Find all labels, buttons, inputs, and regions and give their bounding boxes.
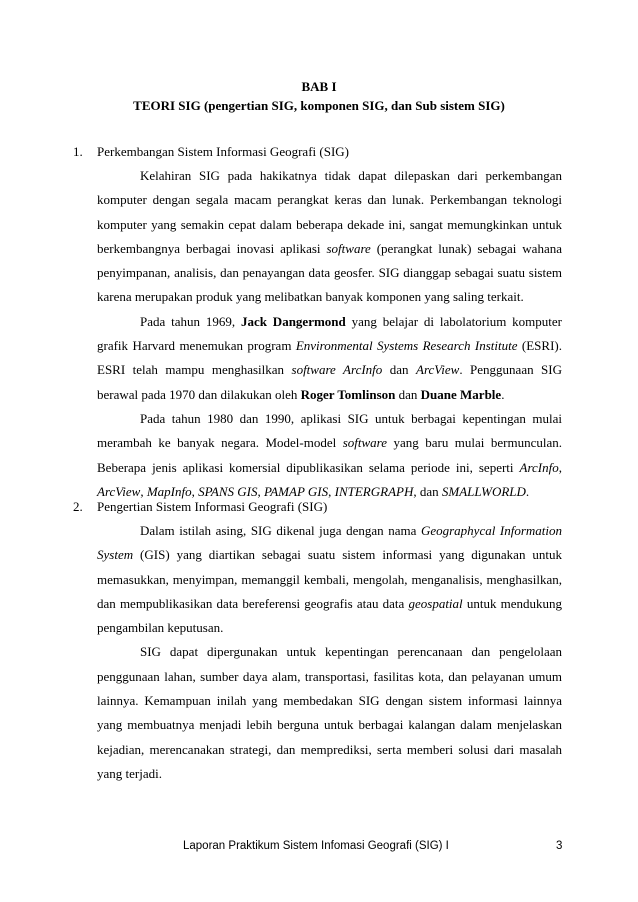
chapter-title: TEORI SIG (pengertian SIG, komponen SIG, dan Sub sistem SIG) [133, 98, 505, 113]
text-run: , [328, 483, 335, 499]
section-1-heading [73, 144, 562, 160]
italic-term: software [326, 240, 371, 256]
text-run: Dalam istilah asing, SIG dikenal juga dengan nama [140, 523, 421, 538]
text-run: , [191, 483, 199, 499]
italic-term: Environmental Systems Research Institute [295, 338, 518, 354]
italic-term: geospatial [408, 595, 463, 611]
text-run: . [525, 483, 530, 499]
italic-term: software ArcInfo [291, 362, 383, 378]
section-2-paragraph-1 [73, 519, 562, 640]
text-run: dan [395, 386, 421, 402]
text-run: untuk mendukung pengambilan keputusan. [97, 595, 562, 636]
italic-term: SPANS GIS [198, 483, 258, 499]
text-run: , [558, 459, 562, 475]
section-1-body [73, 164, 562, 504]
text-run: . [501, 386, 505, 402]
section-2 [73, 499, 562, 786]
bold-name: Duane Marble [420, 386, 502, 402]
bold-name: Roger Tomlinson [300, 386, 396, 402]
section-2-title: Pengertian Sistem Informasi Geografi (SIG) [97, 499, 328, 514]
text-run: dan [382, 362, 416, 378]
text-run: Pada tahun 1980 dan 1990, aplikasi SIG untuk berbagai kepentingan mulai merambah ke banyak negara. Model-model [97, 410, 562, 451]
text-run: . Penggunaan SIG berawal pada 1970 dan dilakukan oleh [97, 362, 562, 402]
text-run: , dan [413, 483, 442, 499]
section-2-body [73, 519, 562, 786]
text-run: , [257, 483, 264, 499]
text-run: (ESRI). ESRI telah mampu menghasilkan [97, 338, 562, 378]
italic-term: ArcInfo [519, 459, 559, 475]
chapter-heading: BAB I [301, 79, 337, 94]
italic-term: MapInfo [146, 483, 192, 499]
text-run: yang baru mulai bermunculan. Beberapa jenis aplikasi komersial dipublikasikan selama periode ini, seperti [97, 435, 562, 475]
text-run: (GIS) yang diartikan sebagai suatu sistem informasi yang digunakan untuk memasukkan, menyimpan, memanggil kembali, mengolah, menganalisis, menghasilkan, dan mempublikasikan data bereferensi geografis atau data [97, 547, 562, 611]
section-2-heading [73, 499, 562, 515]
text-run: , [140, 483, 147, 499]
section-2-number: 2. [73, 499, 83, 514]
italic-term: SMALLWORLD [441, 483, 526, 499]
italic-term: software [342, 435, 388, 451]
italic-term: ArcView [97, 483, 141, 499]
section-2-paragraph-2 [73, 640, 562, 786]
text-run: SIG dapat dipergunakan untuk kepentingan perencanaan dan pengelolaan penggunaan lahan, sumber daya alam, transportasi, fasilitas kota, dan pelayanan umum lainnya. Kemampuan inilah yang membedakan SIG dengan sistem informasi lainnya yang membuatnya menjadi lebih berguna untuk berbagai kalangan dalam menjelaskan kejadian, merencanakan strategi, dan memprediksi, serta memberi solusi dari masalah yang terjadi. [97, 644, 562, 781]
italic-term: ArcView [416, 362, 460, 378]
italic-term: Geographycal Information System [97, 523, 563, 563]
section-1-paragraph-1 [73, 164, 562, 310]
text-run: Pada tahun 1969, [140, 313, 241, 329]
page-number: 3 [556, 840, 563, 852]
section-1-paragraph-3 [73, 407, 562, 504]
section-1-title: Perkembangan Sistem Informasi Geografi (SIG) [97, 144, 349, 159]
section-1-number: 1. [73, 144, 83, 159]
footer-text: Laporan Praktikum Sistem Infomasi Geografi (SIG) I [183, 840, 449, 852]
text-run: yang belajar di labolatorium komputer grafik Harvard menemukan program [97, 313, 562, 354]
italic-term: INTERGRAPH [334, 483, 414, 499]
text-run: Kelahiran SIG pada hakikatnya tidak dapat dilepaskan dari perkembangan komputer dengan segala macam perangkat keras dan lunak. Perkembangan teknologi komputer yang semakin cepat dalam beberapa dekade ini, sangat memungkinkan untuk berkembangnya berbagai inovasi aplikasi [97, 168, 562, 256]
text-run: (perangkat lunak) sebagai wahana penyimpanan, analisis, dan penayangan data geosfer. SIG dianggap sebagai suatu sistem karena merupakan produk yang melibatkan banyak komponen yang saling terkait. [97, 240, 562, 305]
section-1 [73, 144, 562, 504]
italic-term: PAMAP GIS [263, 483, 329, 499]
page-footer [0, 838, 638, 854]
bold-name: Jack Dangermond [240, 313, 346, 329]
section-1-paragraph-2 [73, 310, 562, 407]
